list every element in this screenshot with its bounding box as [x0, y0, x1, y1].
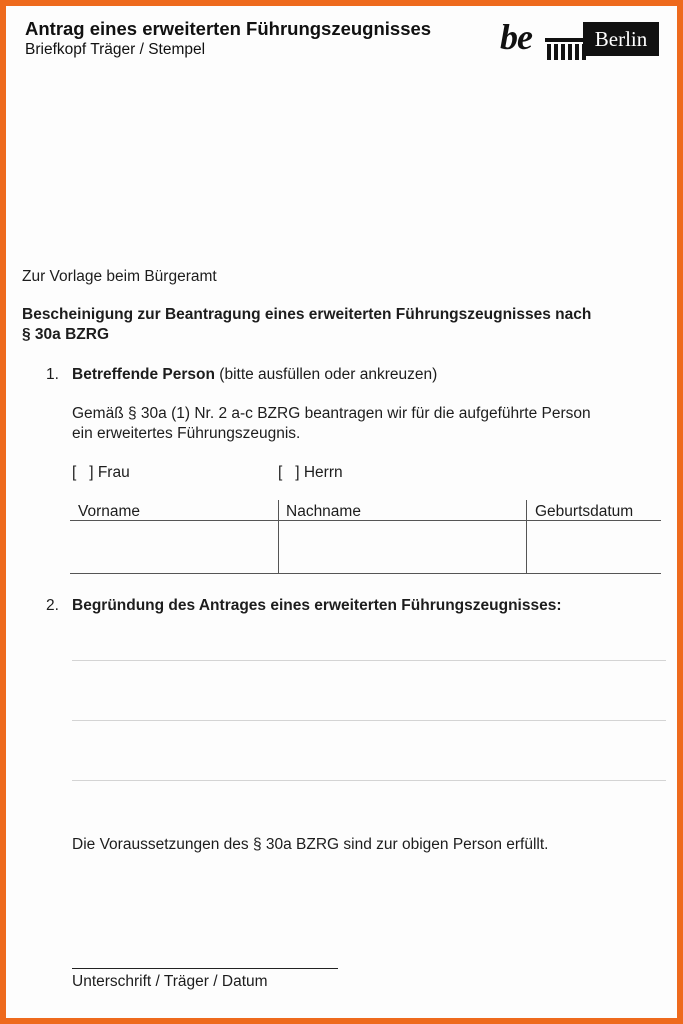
checkbox-herrn[interactable]: [ ] Herrn: [278, 464, 343, 481]
intro-text: Zur Vorlage beim Bürgeramt: [22, 268, 217, 285]
signature-label: Unterschrift / Träger / Datum: [72, 973, 268, 990]
signature-line[interactable]: [72, 968, 338, 969]
form-title: Antrag eines erweiterten Führungszeugnisses: [25, 18, 432, 39]
reason-line-2[interactable]: [72, 720, 666, 721]
section-1-title: Betreffende Person: [72, 366, 215, 383]
section-1-number: 1.: [46, 366, 59, 383]
heading-line-1: Bescheinigung zur Beantragung eines erweiterten Führungszeugnisses nach: [22, 306, 592, 323]
table-header-line: [70, 520, 661, 521]
section-2-title: Begründung des Antrages eines erweiterten Führungszeugnisses:: [72, 597, 562, 614]
brandenburg-gate-icon: [545, 36, 587, 60]
nachname-field[interactable]: [281, 523, 524, 571]
reason-line-3[interactable]: [72, 780, 666, 781]
column-geburtsdatum: Geburtsdatum: [535, 503, 634, 520]
table-bottom-line: [70, 573, 661, 574]
column-nachname: Nachname: [286, 503, 361, 520]
reason-line-1[interactable]: [72, 660, 666, 661]
column-vorname: Vorname: [78, 503, 141, 520]
section-1-text-line-2: ein erweitertes Führungszeugnis.: [72, 425, 301, 442]
checkbox-frau[interactable]: [ ] Frau: [72, 464, 130, 481]
section-2-number: 2.: [46, 597, 59, 614]
table-divider-1: [278, 500, 279, 573]
section-1-hint: (bitte ausfüllen oder ankreuzen): [219, 366, 438, 383]
geburtsdatum-field[interactable]: [529, 523, 659, 571]
letterhead-placeholder: Briefkopf Träger / Stempel: [25, 41, 206, 58]
heading-line-2: § 30a BZRG: [22, 326, 110, 343]
berlin-logo: [500, 17, 662, 62]
table-divider-2: [526, 500, 527, 573]
section-1-text-line-1: Gemäß § 30a (1) Nr. 2 a-c BZRG beantragen wir für die aufgeführte Person: [72, 405, 591, 422]
logo-be-text: be: [500, 17, 532, 57]
confirmation-text: Die Voraussetzungen des § 30a BZRG sind zur obigen Person erfüllt.: [72, 836, 549, 853]
logo-berlin-box: Berlin: [583, 22, 659, 56]
vorname-field[interactable]: [72, 523, 276, 571]
section-1-heading: [72, 366, 437, 384]
